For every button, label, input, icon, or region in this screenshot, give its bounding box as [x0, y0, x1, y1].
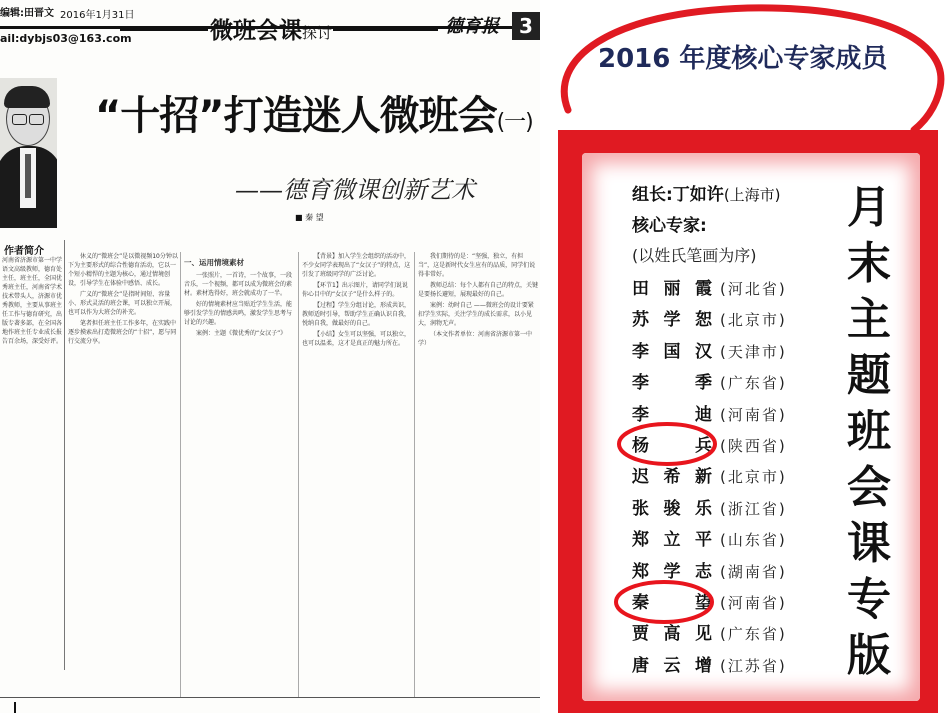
column-divider	[414, 252, 415, 697]
member-name: 唐云增	[632, 655, 712, 676]
footer-rule	[0, 697, 540, 698]
header-rule-left	[120, 29, 208, 31]
member-row	[632, 368, 787, 394]
author-bio-text: 河南省济源市第一中学语文高级教师，德育处主任，班主任，全国优秀班主任，河南省学术技术带头人，济源市优秀教师，主要从事班主任工作与德育研究，出版专著多部，在全国各地作班主任专业成长报告百余场，深受好评。	[2, 257, 62, 345]
column-divider	[298, 252, 299, 697]
member-row	[632, 557, 787, 583]
member-province: (河南省)	[720, 405, 787, 424]
vertical-title-char: 课	[847, 518, 891, 569]
vertical-title-char: 主	[847, 294, 891, 345]
red-arc-decoration	[548, 0, 950, 150]
column-sub: 探讨	[302, 24, 333, 42]
member-name: 田丽霞	[632, 279, 712, 299]
member-province: (天津市)	[720, 342, 787, 361]
member-row	[632, 431, 787, 457]
member-province: (北京市)	[720, 311, 787, 330]
article-paragraph: 休义的“微班会”是以微视频10分钟以下为主要形式的综合性德育活动，它以一个短小精悍的主题为核心，通过情境创设，引导学生在体验中感悟、成长。	[68, 253, 178, 287]
member-name: 李国汉	[632, 341, 712, 362]
member-name: 李 季	[632, 373, 712, 394]
article-paragraph: （本文作者单位：河南省济源市第一中学）	[418, 331, 533, 347]
experts-heading: 核心专家:	[632, 216, 707, 236]
member-province: (广东省)	[720, 374, 787, 393]
vertical-title-char: 末	[847, 238, 891, 289]
member-name: 张骏乐	[632, 498, 712, 519]
article-paragraph: 案例：幼时自己 ——微班会的设计要紧扣学生实际，关注学生的成长需求，以小见大，润物无声。	[418, 302, 534, 327]
article-column-3	[302, 252, 412, 702]
vertical-title	[838, 180, 900, 684]
article-column-1	[68, 252, 178, 702]
article-paragraph: 案例：主题《微优秀的“女汉子”》	[196, 330, 287, 337]
leader-province: (上海市)	[723, 186, 781, 204]
article-paragraph: 【背景】加入学生会组织的活动中，不少女同学表现出了“女汉子”的特点，这引发了班级同学的广泛讨论。	[302, 253, 411, 278]
article-paragraph: 我们期待的是：“坚强，独立，有担当”，这是新时代女生应有的品质，同学们说得非常好。	[418, 253, 536, 278]
article-subtitle: ——德育微课创新艺术	[235, 176, 475, 204]
article-paragraph: 【环节1】出示图片，请同学们说说你心目中的“女汉子”是什么样子的。	[302, 282, 408, 298]
member-province: (广东省)	[720, 625, 787, 644]
header-email: ail:dybjs03@163.com	[0, 32, 132, 45]
member-province: (北京市)	[720, 468, 787, 487]
sidebar-divider	[64, 240, 65, 670]
member-name: 杨 兵	[632, 436, 712, 456]
member-row	[632, 525, 787, 551]
member-row	[632, 619, 787, 645]
footer-mark	[14, 702, 16, 713]
newspaper-brand: 德育报	[445, 16, 499, 37]
article-paragraph: 【过程】学生分组讨论，形成共识，教师适时引导，帮助学生正确认识自我，悦纳自我，做最好的自己。	[302, 302, 411, 327]
member-name: 郑立平	[632, 530, 712, 551]
article-title-part: (一)	[496, 110, 533, 135]
member-row	[632, 462, 787, 488]
member-province: (山东省)	[720, 531, 787, 550]
column-name: 微班会课	[210, 17, 302, 44]
member-row	[632, 588, 787, 614]
column-divider	[180, 252, 181, 697]
member-province: (浙江省)	[720, 499, 787, 518]
header-column-name	[210, 12, 332, 45]
member-province: (陕西省)	[720, 437, 787, 455]
vertical-title-char: 版	[847, 630, 891, 681]
article-paragraph: 好的情境素材应当贴近学生生活，能够引发学生的情感共鸣，激发学生思考与讨论的兴趣。	[184, 301, 293, 326]
member-name: 苏学恕	[632, 310, 712, 331]
article-paragraph: 【小结】女生可以坚强，可以独立，也可以温柔，这才是真正的魅力所在。	[302, 331, 411, 347]
vertical-title-char: 题	[847, 350, 891, 401]
member-row	[632, 651, 787, 677]
author-bio-heading: 作者简介	[4, 246, 44, 257]
member-name: 迟希新	[632, 467, 712, 488]
member-province: (河北省)	[720, 280, 787, 298]
member-name: 郑学志	[632, 561, 712, 582]
article-title-main: “十招”打造迷人微班会	[95, 93, 497, 139]
article-title	[95, 84, 533, 141]
header-date: 2016年1月31日	[60, 10, 135, 21]
member-name: 李 迪	[632, 404, 712, 425]
member-row	[632, 400, 787, 426]
article-paragraph: 一张照片，一首诗，一个故事，一段音乐，一个视频，都可以成为微班会的素材。素材选得好，班会就成功了一半。	[184, 272, 293, 297]
member-province: (河南省)	[720, 594, 787, 612]
article-byline: ■ 秦 望	[295, 213, 324, 222]
member-row	[632, 305, 787, 331]
vertical-title-char: 专	[847, 574, 891, 625]
leader-label: 组长:丁如许	[632, 185, 724, 205]
group-leader	[632, 180, 781, 205]
member-province: (江苏省)	[720, 656, 787, 675]
member-row	[632, 274, 787, 300]
poster-title: 2016 年度核心专家成员	[598, 44, 888, 74]
article-column-4	[418, 252, 538, 702]
member-province: (湖南省)	[720, 562, 787, 581]
section-heading: 一、运用情境素材	[184, 258, 244, 267]
article-paragraph: 广义的“微班会”是指时间短、容量小、形式灵活的班会课，可以独立开展，也可以作为大班会的补充。	[68, 291, 177, 316]
member-row	[632, 337, 787, 363]
article-column-2	[184, 252, 294, 702]
vertical-title-char: 班	[847, 406, 891, 457]
member-name: 贾高见	[632, 624, 712, 645]
vertical-title-char: 会	[847, 462, 891, 513]
header-rule-right	[333, 29, 438, 31]
vertical-title-char: 月	[847, 182, 891, 233]
member-row	[632, 494, 787, 520]
page-number: 3	[512, 12, 540, 40]
header-editor: 编辑:田晋文	[0, 8, 54, 19]
member-name: 秦 望	[632, 593, 712, 613]
order-note: (以姓氏笔画为序)	[632, 246, 757, 265]
article-paragraph: 笔者担任班主任工作多年，在实践中逐步摸索出打造微班会的“十招”，愿与同行交流分享。	[68, 320, 177, 345]
article-paragraph: 教师总结：每个人都有自己的特点，关键是要扬长避短，展现最好的自己。	[418, 282, 538, 298]
author-photo	[0, 78, 57, 228]
